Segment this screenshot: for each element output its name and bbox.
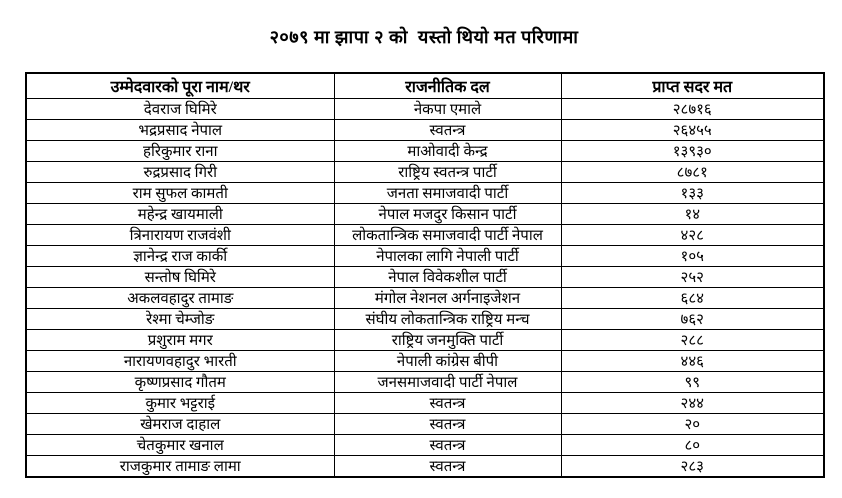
votes-cell: २८७१६ — [561, 99, 824, 120]
candidate-name-cell: राम सुफल कामती — [26, 183, 334, 204]
candidate-name-cell: प्रशुराम मगर — [26, 330, 334, 351]
votes-cell: ४४६ — [561, 351, 824, 372]
table-row — [26, 183, 824, 204]
party-cell: स्वतन्त्र — [334, 435, 561, 456]
party-cell: स्वतन्त्र — [334, 414, 561, 435]
party-cell: नेपाली कांग्रेस बीपी — [334, 351, 561, 372]
table-row — [26, 456, 824, 478]
party-cell: राष्ट्रिय जनमुक्ति पार्टी — [334, 330, 561, 351]
column-header-votes: प्राप्त सदर मत — [561, 73, 824, 99]
candidate-name-cell: महेन्द्र खायमाली — [26, 204, 334, 225]
table-row — [26, 372, 824, 393]
party-cell: स्वतन्त्र — [334, 456, 561, 478]
table-row — [26, 435, 824, 456]
votes-cell: ८० — [561, 435, 824, 456]
candidate-name-cell: कृष्णप्रसाद गौतम — [26, 372, 334, 393]
party-cell: जनता समाजवादी पार्टी — [334, 183, 561, 204]
table-row — [26, 267, 824, 288]
party-cell: स्वतन्त्र — [334, 120, 561, 141]
candidate-name-cell: सन्तोष घिमिरे — [26, 267, 334, 288]
candidate-name-cell: हरिकुमार राना — [26, 141, 334, 162]
party-cell: मंगोल नेशनल अर्गनाइजेशन — [334, 288, 561, 309]
candidate-name-cell: रुद्रप्रसाद गिरी — [26, 162, 334, 183]
table-body — [26, 99, 824, 478]
header-row — [26, 73, 824, 99]
party-cell: नेकपा एमाले — [334, 99, 561, 120]
votes-cell: २८३ — [561, 456, 824, 478]
candidate-name-cell: रेश्मा चेम्जोङ — [26, 309, 334, 330]
candidate-name-cell: खेमराज दाहाल — [26, 414, 334, 435]
votes-cell: ९९ — [561, 372, 824, 393]
votes-cell: ६८४ — [561, 288, 824, 309]
votes-cell: ४२८ — [561, 225, 824, 246]
column-header-candidate-name: उम्मेदवारको पूरा नाम/थर — [26, 73, 334, 99]
votes-cell: २५२ — [561, 267, 824, 288]
party-cell: राष्ट्रिय स्वतन्त्र पार्टी — [334, 162, 561, 183]
votes-cell: ७६२ — [561, 309, 824, 330]
column-header-party: राजनीतिक दल — [334, 73, 561, 99]
results-table — [25, 72, 825, 478]
table-row — [26, 330, 824, 351]
votes-cell: २४४ — [561, 393, 824, 414]
party-cell: संघीय लोकतान्त्रिक राष्ट्रिय मन्च — [334, 309, 561, 330]
table-row — [26, 99, 824, 120]
candidate-name-cell: नारायणवहादुर भारती — [26, 351, 334, 372]
votes-cell: २० — [561, 414, 824, 435]
candidate-name-cell: ज्ञानेन्द्र राज कार्की — [26, 246, 334, 267]
votes-cell: १०५ — [561, 246, 824, 267]
party-cell: जनसमाजवादी पार्टी नेपाल — [334, 372, 561, 393]
party-cell: नेपाल मजदुर किसान पार्टी — [334, 204, 561, 225]
party-cell: नेपाल विवेकशील पार्टी — [334, 267, 561, 288]
party-cell: माओवादी केन्द्र — [334, 141, 561, 162]
votes-cell: ८७८१ — [561, 162, 824, 183]
candidate-name-cell: भद्रप्रसाद नेपाल — [26, 120, 334, 141]
table-row — [26, 225, 824, 246]
candidate-name-cell: चेतकुमार खनाल — [26, 435, 334, 456]
table-row — [26, 414, 824, 435]
votes-cell: १४ — [561, 204, 824, 225]
party-cell: स्वतन्त्र — [334, 393, 561, 414]
table-row — [26, 288, 824, 309]
table-header — [26, 73, 824, 99]
table-row — [26, 351, 824, 372]
votes-cell: २८८ — [561, 330, 824, 351]
table-row — [26, 246, 824, 267]
votes-cell: १३९३० — [561, 141, 824, 162]
table-row — [26, 120, 824, 141]
table-row — [26, 204, 824, 225]
votes-cell: २६४५५ — [561, 120, 824, 141]
candidate-name-cell: देवराज घिमिरे — [26, 99, 334, 120]
candidate-name-cell: त्रिनारायण राजवंशी — [26, 225, 334, 246]
table-row — [26, 162, 824, 183]
table-row — [26, 141, 824, 162]
candidate-name-cell: राजकुमार तामाङ लामा — [26, 456, 334, 478]
party-cell: नेपालका लागि नेपाली पार्टी — [334, 246, 561, 267]
party-cell: लोकतान्त्रिक समाजवादी पार्टी नेपाल — [334, 225, 561, 246]
candidate-name-cell: अकलवहादुर तामाङ — [26, 288, 334, 309]
votes-cell: १३३ — [561, 183, 824, 204]
table-row — [26, 309, 824, 330]
table-row — [26, 393, 824, 414]
candidate-name-cell: कुमार भट्टराई — [26, 393, 334, 414]
page-title: २०७९ मा झापा २ को यस्तो थियो मत परिणामा — [269, 27, 579, 47]
